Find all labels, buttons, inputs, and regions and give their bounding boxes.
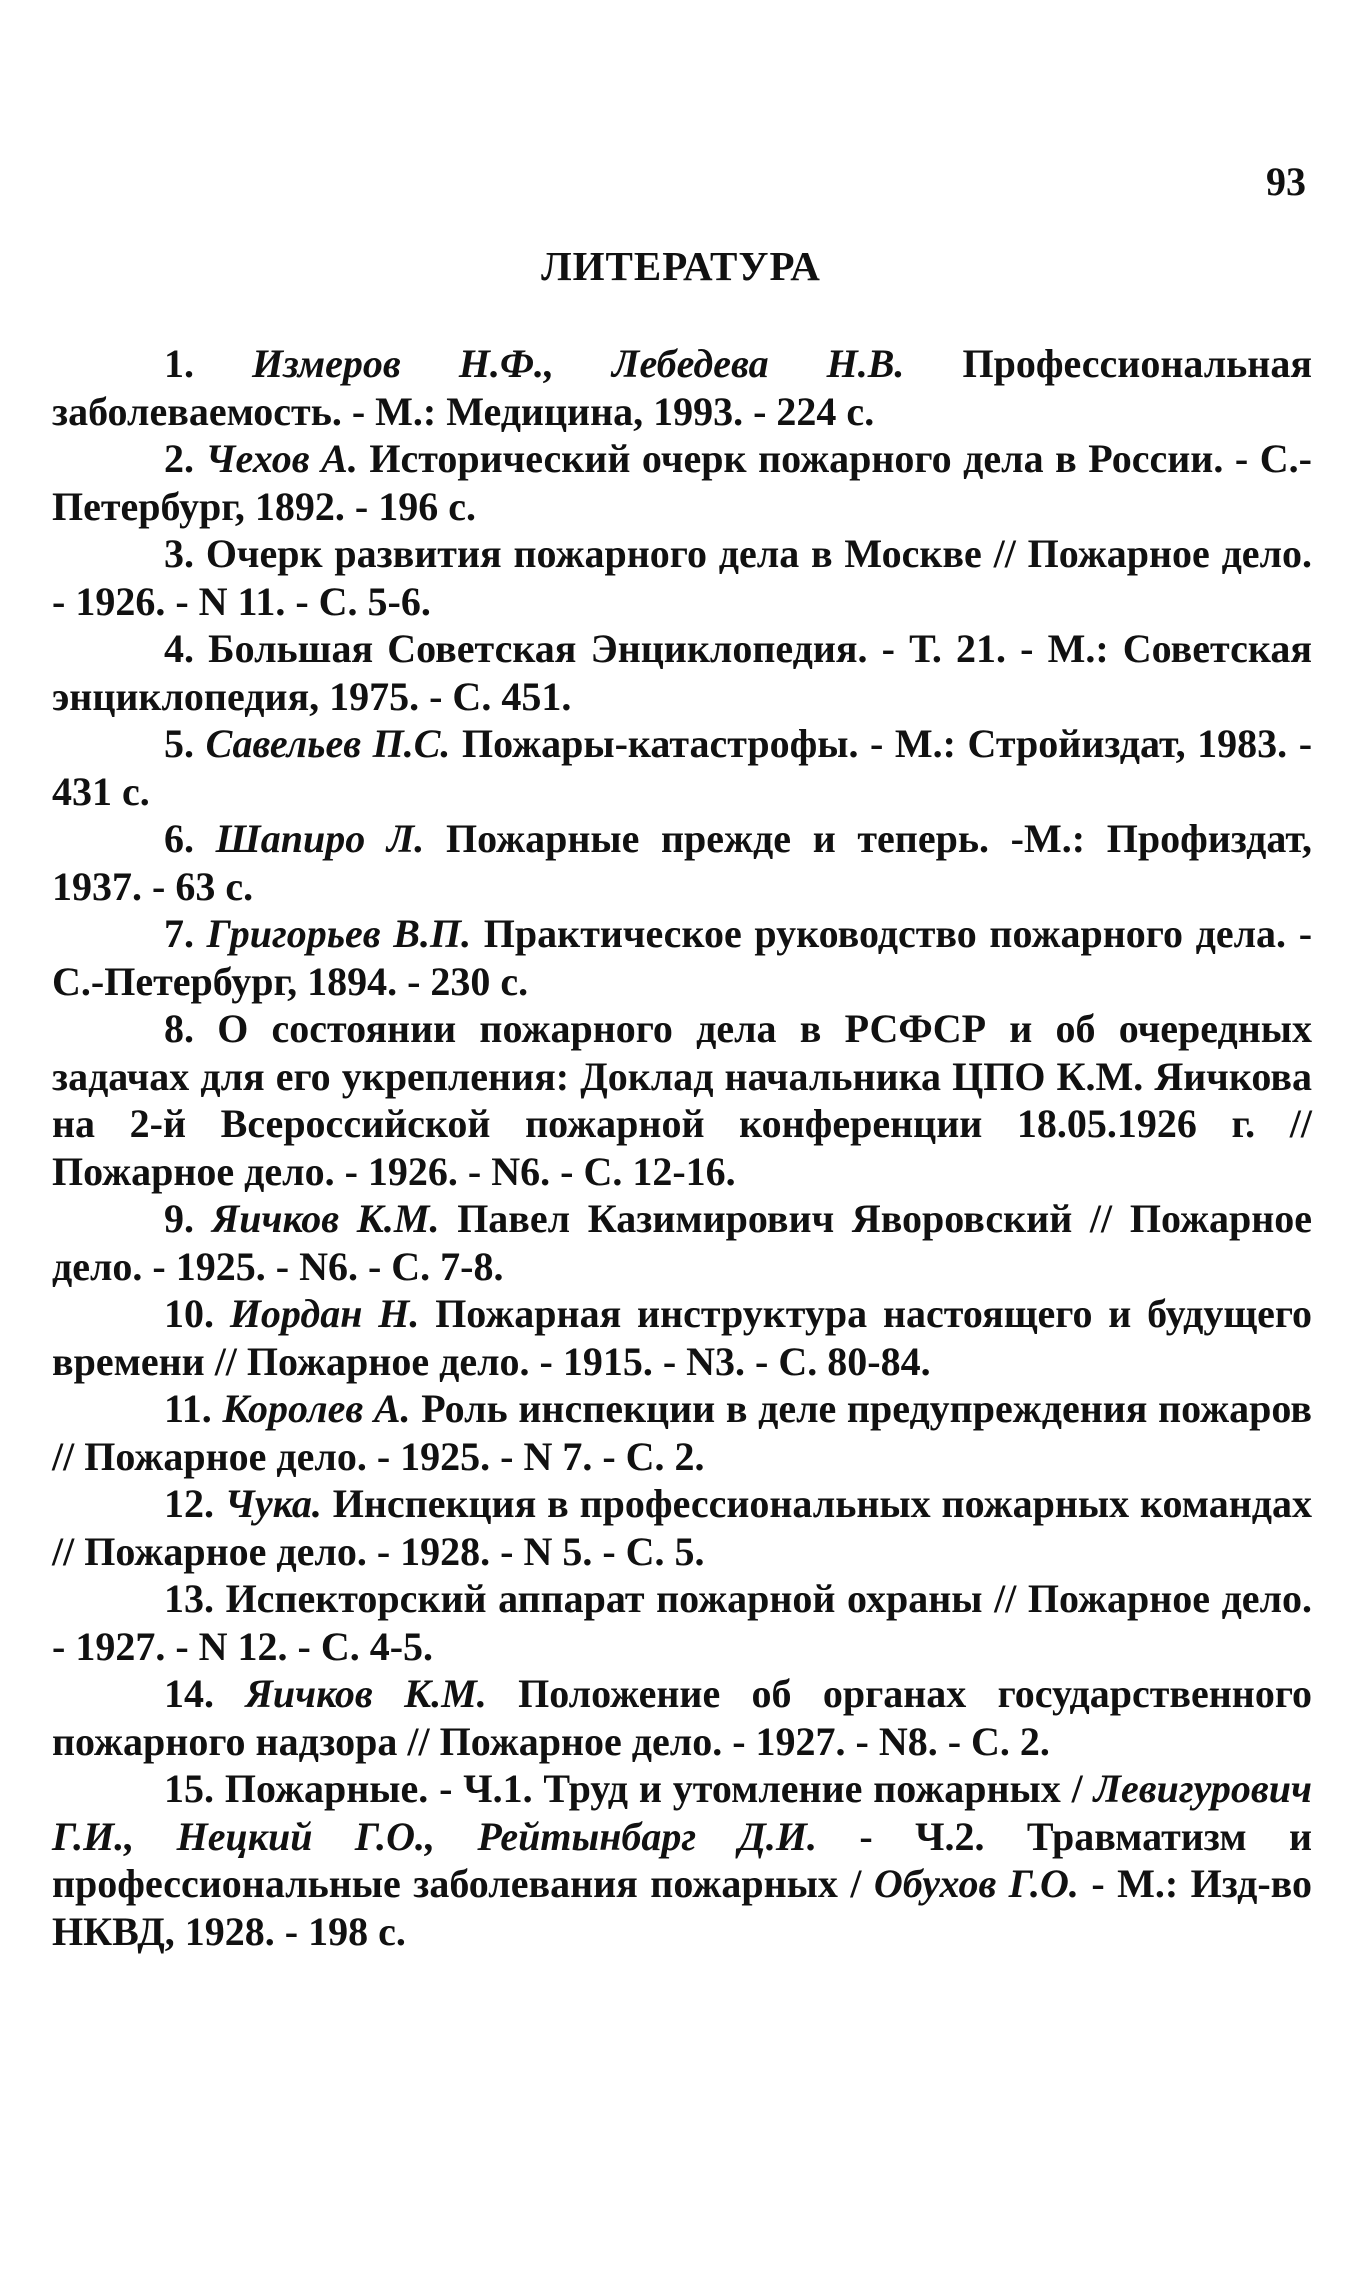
reference-number: 14. [164, 1671, 214, 1716]
reference-text: Инспекция в профессиональных пожарных командах // Пожарное дело. - 1928. - N 5. - С. 5. [52, 1481, 1312, 1574]
reference-text: Пожарная инструктура настоящего и будущего времени // Пожарное дело. - 1915. - N3. - С. 80-84. [52, 1291, 1313, 1384]
reference-item [52, 1195, 1312, 1290]
reference-text: Большая Советская Энциклопедия. - Т. 21. - М.: Советская энциклопедия, 1975. - С. 451. [52, 626, 1313, 719]
reference-author: Яичков К.М. [245, 1671, 487, 1716]
reference-list [52, 340, 1312, 1955]
reference-author: Яичков К.М. [211, 1196, 440, 1241]
reference-text: Пожары-катастрофы. - М.: Стройиздат, 1983. - 431 с. [52, 721, 1313, 814]
reference-number: 3. [164, 531, 194, 576]
reference-author: Шапиро Л. [215, 816, 425, 861]
reference-item [52, 1005, 1312, 1195]
reference-text: Испекторский аппарат пожарной охраны // Пожарное дело. - 1927. - N 12. - С. 4-5. [52, 1576, 1313, 1669]
reference-text: - Ч.2. Травматизм и профессиональные заболевания пожарных / [52, 1813, 1312, 1906]
reference-number: 11. [164, 1386, 212, 1431]
reference-item [52, 625, 1312, 720]
reference-item [52, 1385, 1312, 1480]
reference-number: 8. [164, 1006, 194, 1051]
reference-number: 1. [164, 341, 194, 386]
reference-item [52, 435, 1312, 530]
reference-text: Роль инспекции в деле предупреждения пожаров // Пожарное дело. - 1925. - N 7. - С. 2. [52, 1386, 1313, 1479]
reference-item [52, 530, 1312, 625]
reference-author: Григорьев В.П. [206, 911, 472, 956]
reference-text: Павел Казимирович Яворовский // Пожарное дело. - 1925. - N6. - С. 7-8. [52, 1196, 1313, 1289]
reference-text: Исторический очерк пожарного дела в России. - С.-Петербург, 1892. - 196 с. [52, 436, 1312, 529]
reference-item [52, 1670, 1312, 1765]
reference-number: 5. [164, 721, 194, 766]
reference-item [52, 720, 1312, 815]
reference-number: 15. [164, 1766, 214, 1811]
reference-text: Практическое руководство пожарного дела. - С.-Петербург, 1894. - 230 с. [52, 911, 1313, 1004]
reference-text: Положение об органах государственного пожарного надзора // Пожарное дело. - 1927. - N8. - С. 2. [52, 1671, 1312, 1764]
reference-number: 2. [164, 436, 194, 481]
reference-text: Очерк развития пожарного дела в Москве // Пожарное дело. - 1926. - N 11. - С. 5-6. [52, 531, 1313, 624]
reference-number: 6. [164, 816, 194, 861]
reference-author: Королев А. [222, 1386, 411, 1431]
reference-number: 10. [164, 1291, 214, 1336]
reference-author: Обухов Г.О. [873, 1861, 1079, 1906]
reference-number: 12. [164, 1481, 214, 1526]
reference-author: Савельев П.С. [205, 721, 451, 766]
reference-text: Профессиональная заболеваемость. - М.: Медицина, 1993. - 224 с. [52, 341, 1312, 434]
reference-number: 7. [164, 911, 194, 956]
reference-number: 4. [164, 626, 194, 671]
reference-author: Измеров Н.Ф., Лебедева Н.В. [252, 341, 905, 386]
reference-item [52, 1575, 1312, 1670]
reference-item [52, 815, 1312, 910]
reference-text: Пожарные прежде и теперь. -М.: Профиздат, 1937. - 63 с. [52, 816, 1312, 909]
reference-item [52, 1765, 1312, 1955]
reference-number: 9. [164, 1196, 194, 1241]
reference-item [52, 1290, 1312, 1385]
reference-item [52, 340, 1312, 435]
reference-text: - М.: Изд-во НКВД, 1928. - 198 с. [52, 1861, 1312, 1954]
reference-text: О состоянии пожарного дела в РСФСР и об очередных задачах для его укрепления: Доклад начальника ЦПО К.М. Яичкова на 2-й Всероссийской пожарной конференции 18.05.1926 г. // Пожарное дело. - 1926. - N6. - С. 12-16. [52, 1006, 1313, 1194]
reference-item [52, 910, 1312, 1005]
reference-text: Пожарные. - Ч.1. Труд и утомление пожарных / [224, 1766, 1083, 1811]
page-number: 93 [1266, 159, 1306, 204]
reference-author: Левигурович Г.И., Нецкий Г.О., Рейтынбарг Д.И. [52, 1766, 1313, 1859]
page-title: ЛИТЕРАТУРА [541, 243, 821, 289]
reference-author: Чехов А. [205, 436, 358, 481]
reference-number: 13. [164, 1576, 214, 1621]
reference-author: Иордан Н. [229, 1291, 420, 1336]
reference-author: Чука. [224, 1481, 322, 1526]
reference-item [52, 1480, 1312, 1575]
